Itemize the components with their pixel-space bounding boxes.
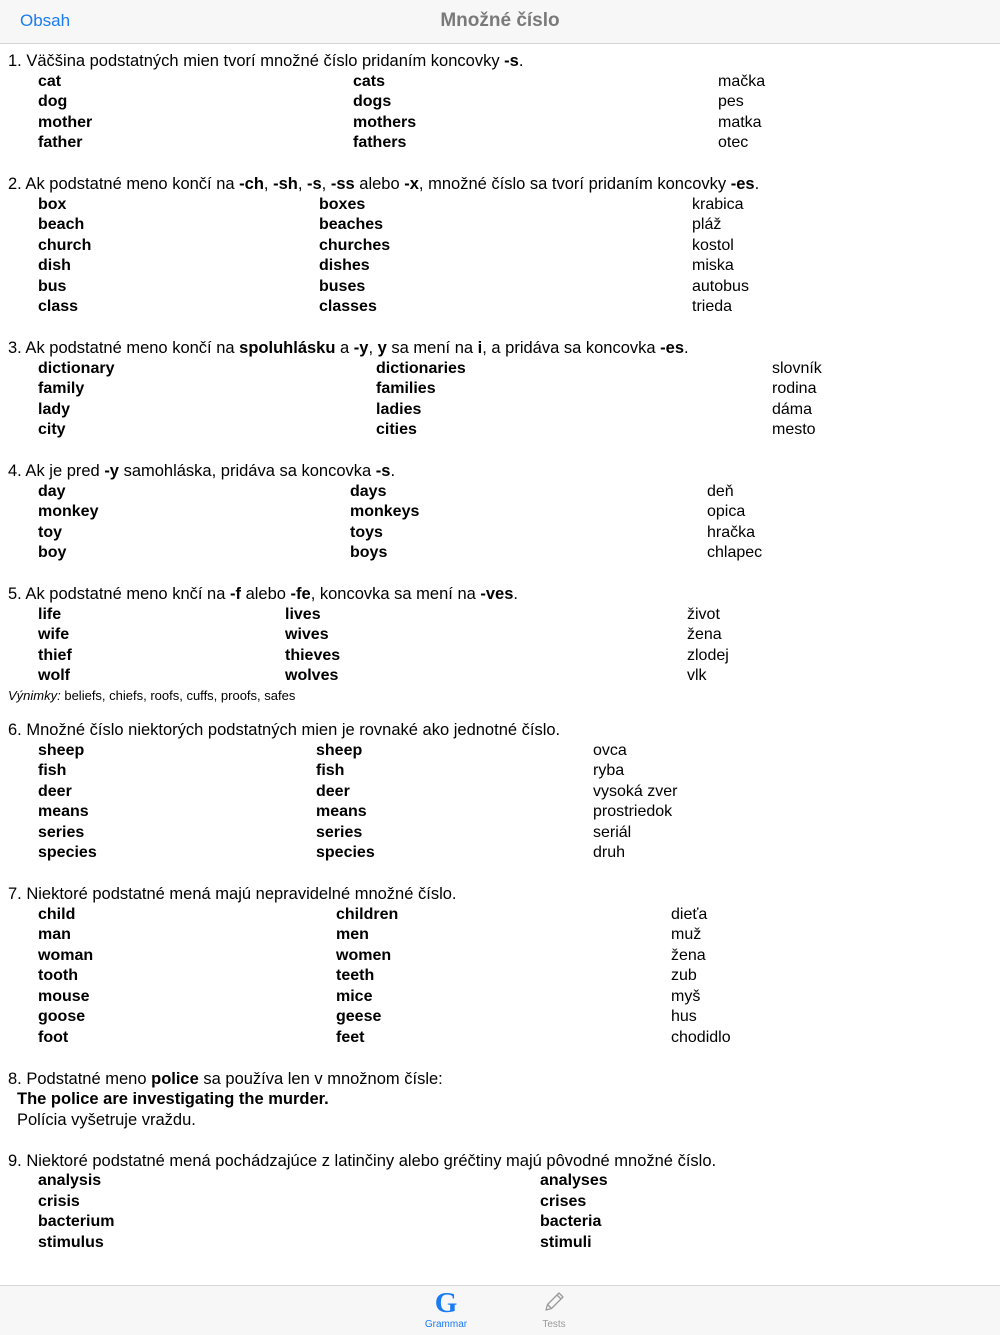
word-row	[0, 379, 1000, 400]
word-row	[0, 946, 1000, 967]
translation: pes	[718, 93, 744, 110]
singular-word: toy	[38, 523, 62, 541]
plural-word: days	[350, 482, 387, 500]
plural-word: fathers	[353, 134, 407, 151]
translation: mačka	[718, 72, 766, 90]
plural-word: wives	[285, 626, 329, 643]
plural-word: stimuli	[540, 1233, 592, 1251]
section-7	[0, 884, 1000, 1048]
heading-bold-part: -f	[229, 585, 241, 603]
translation: žena	[671, 946, 706, 964]
heading-text-part: sa mení na	[386, 339, 478, 357]
section-6	[0, 720, 1000, 864]
word-row	[0, 741, 1000, 762]
heading-text-part: , množné číslo sa tvorí pridaním koncovky	[418, 175, 731, 193]
word-row	[0, 1212, 1000, 1233]
word-row	[0, 761, 1000, 782]
translation: ovca	[593, 741, 627, 759]
plural-word: boys	[350, 544, 388, 561]
translation: život	[687, 605, 720, 623]
section-heading	[0, 1069, 1000, 1090]
translation: druh	[593, 844, 626, 861]
heading-text-part: .	[390, 462, 396, 480]
plural-word: cities	[376, 421, 417, 438]
singular-word: cat	[38, 72, 62, 90]
section-heading	[0, 720, 1000, 741]
section-heading	[0, 884, 1000, 905]
word-row	[0, 297, 1000, 318]
word-row	[0, 1192, 1000, 1213]
word-row	[0, 92, 1000, 113]
word-row	[0, 543, 1000, 564]
singular-word: stimulus	[38, 1233, 104, 1251]
singular-word: father	[38, 134, 83, 151]
section-heading	[0, 174, 1000, 195]
plural-word: families	[376, 380, 436, 397]
word-row	[0, 195, 1000, 216]
singular-word: dog	[38, 93, 68, 110]
heading-text-part: .	[513, 585, 519, 603]
plural-word: children	[336, 905, 399, 923]
singular-word: bacterium	[38, 1213, 115, 1230]
tab-bar	[0, 1285, 1000, 1335]
singular-word: tooth	[38, 967, 78, 984]
singular-word: dish	[38, 257, 71, 274]
translation: otec	[718, 134, 749, 151]
heading-text-part: sa používa len v množnom čísle:	[198, 1069, 443, 1088]
word-row	[0, 966, 1000, 987]
singular-word: monkey	[38, 503, 99, 520]
translation: krabica	[692, 195, 744, 213]
word-row	[0, 1171, 1000, 1192]
singular-word: beach	[38, 216, 85, 233]
singular-word: crisis	[38, 1192, 80, 1210]
heading-bold-part: -ss	[330, 175, 355, 193]
heading-bold-part: -ch	[239, 175, 264, 193]
plural-word: series	[316, 823, 363, 841]
singular-word: sheep	[38, 741, 85, 759]
translation: zub	[671, 967, 697, 984]
section-9	[0, 1151, 1000, 1254]
back-button-obsah[interactable]: Obsah	[20, 11, 71, 30]
heading-text-part: 7. Niektoré podstatné mená majú nepravidelné množné číslo.	[8, 885, 457, 903]
translation: mesto	[772, 421, 816, 438]
plural-word: monkeys	[350, 503, 420, 520]
heading-text-part: ,	[263, 175, 274, 193]
plural-word: lives	[285, 605, 321, 623]
heading-bold-part: -s	[307, 175, 322, 193]
section-heading	[0, 51, 1000, 72]
heading-text-part: , a pridáva sa koncovka	[482, 339, 661, 357]
singular-word: life	[38, 605, 62, 623]
plural-word: churches	[319, 236, 391, 254]
singular-word: fish	[38, 762, 67, 779]
section-8	[0, 1069, 1000, 1131]
plural-word: men	[336, 926, 369, 943]
heading-text-part: , koncovka sa mení na	[310, 585, 481, 603]
heading-text-part: alebo	[354, 175, 405, 193]
singular-word: day	[38, 482, 66, 500]
plural-word: buses	[319, 277, 366, 295]
word-row	[0, 605, 1000, 626]
singular-word: analysis	[38, 1172, 102, 1189]
translation: muž	[671, 926, 702, 943]
heading-bold-part: -fe	[290, 585, 311, 603]
word-row	[0, 277, 1000, 298]
translation: vysoká zver	[593, 782, 678, 800]
translation: hus	[671, 1008, 697, 1025]
heading-text-part: ,	[321, 175, 331, 193]
singular-word: wolf	[38, 667, 70, 684]
word-row	[0, 925, 1000, 946]
section-3	[0, 338, 1000, 441]
word-row	[0, 843, 1000, 864]
translation: trieda	[692, 298, 733, 315]
singular-word: deer	[38, 782, 72, 800]
plural-word: classes	[319, 298, 377, 315]
plural-word: analyses	[540, 1172, 608, 1189]
heading-text-part: samohláska, pridáva sa koncovka	[118, 462, 376, 480]
singular-word: thief	[38, 646, 72, 664]
plural-word: mice	[336, 987, 373, 1005]
word-row	[0, 987, 1000, 1008]
section-5	[0, 584, 1000, 704]
word-row	[0, 72, 1000, 93]
heading-bold-part: police	[151, 1069, 199, 1088]
heading-bold-part: -x	[404, 175, 419, 193]
page-title: Množné číslo	[440, 10, 560, 31]
heading-text-part: 3. Ak podstatné meno končí na	[8, 339, 240, 357]
translation: deň	[707, 482, 734, 500]
section-1	[0, 51, 1000, 154]
translation: prostriedok	[593, 803, 673, 820]
translation: seriál	[593, 823, 632, 841]
translation: kostol	[692, 236, 734, 254]
heading-text-part: 4. Ak je pred	[8, 462, 105, 480]
singular-word: wife	[38, 626, 70, 643]
singular-word: class	[38, 298, 79, 315]
translation: ryba	[593, 762, 625, 779]
translation: slovník	[772, 359, 822, 377]
plural-word: mothers	[353, 113, 417, 131]
plural-word: feet	[336, 1028, 365, 1046]
example-translation: Polícia vyšetruje vraždu.	[17, 1110, 196, 1129]
plural-word: dishes	[319, 257, 370, 274]
heading-text-part: ,	[297, 175, 307, 193]
translation: matka	[718, 113, 762, 131]
translation: pláž	[692, 216, 722, 233]
word-row	[0, 823, 1000, 844]
translation: autobus	[692, 277, 749, 295]
plural-word: fish	[316, 762, 345, 779]
plural-word: boxes	[319, 195, 366, 213]
grammar-g-icon: G	[434, 1287, 458, 1319]
singular-word: boy	[38, 544, 67, 561]
heading-bold-part: y	[377, 339, 387, 357]
translation: dieťa	[671, 905, 708, 923]
word-row	[0, 420, 1000, 441]
heading-text-part: .	[754, 175, 760, 193]
word-row	[0, 646, 1000, 667]
word-row	[0, 802, 1000, 823]
grammar-content	[0, 51, 1000, 1274]
heading-bold-part: -y	[353, 339, 369, 357]
singular-word: mother	[38, 113, 93, 131]
example-english: The police are investigating the murder.	[17, 1090, 329, 1108]
singular-word: mouse	[38, 987, 90, 1005]
translation: zlodej	[687, 646, 729, 664]
pencil-icon	[542, 1290, 566, 1314]
word-row	[0, 359, 1000, 380]
heading-text-part: .	[518, 52, 524, 70]
translation: dáma	[772, 400, 813, 418]
heading-bold-part: -y	[104, 462, 119, 480]
section-heading	[0, 1151, 1000, 1172]
exceptions-label: Výnimky:	[8, 687, 61, 703]
singular-word: goose	[38, 1008, 86, 1025]
word-row	[0, 905, 1000, 926]
section-4	[0, 461, 1000, 564]
heading-text-part: ,	[368, 339, 378, 357]
exceptions-list: beliefs, chiefs, roofs, cuffs, proofs, safes	[60, 687, 296, 703]
heading-text-part: alebo	[240, 585, 291, 603]
heading-text-part: 6. Množné číslo niektorých podstatných mien je rovnaké ako jednotné číslo.	[8, 721, 561, 739]
tab-tests-label: Tests	[542, 1319, 566, 1330]
plural-word: dictionaries	[376, 359, 466, 377]
plural-word: teeth	[336, 967, 375, 984]
singular-word: species	[38, 844, 97, 861]
section-heading	[0, 584, 1000, 605]
translation: vlk	[687, 667, 707, 684]
translation: chlapec	[707, 544, 763, 561]
singular-word: foot	[38, 1028, 69, 1046]
heading-text-part: a	[335, 339, 354, 357]
heading-text-part: 8. Podstatné meno	[8, 1069, 152, 1088]
plural-word: beaches	[319, 216, 384, 233]
word-row	[0, 236, 1000, 257]
plural-word: means	[316, 803, 367, 820]
heading-bold-part: i	[477, 339, 483, 357]
plural-word: ladies	[376, 400, 422, 418]
section-2	[0, 174, 1000, 318]
word-row	[0, 1007, 1000, 1028]
heading-bold-part: -s	[504, 52, 519, 70]
heading-bold-part: -sh	[273, 175, 298, 193]
word-row	[0, 256, 1000, 277]
translation: opica	[707, 503, 746, 520]
tab-grammar[interactable]	[406, 1286, 486, 1335]
heading-bold-part: -es	[660, 339, 685, 357]
heading-text-part: 1. Väčšina podstatných mien tvorí množné číslo pridaním koncovky	[8, 52, 505, 70]
plural-word: wolves	[285, 667, 339, 684]
translation: rodina	[772, 380, 817, 397]
plural-word: sheep	[316, 741, 363, 759]
tab-grammar-label: Grammar	[424, 1319, 468, 1330]
singular-word: church	[38, 236, 92, 254]
heading-bold-part: -es	[730, 175, 755, 193]
heading-text-part: .	[684, 339, 689, 357]
translation: žena	[687, 626, 722, 643]
heading-bold-part: -ves	[480, 585, 514, 603]
word-row	[0, 1028, 1000, 1049]
plural-word: deer	[316, 782, 350, 800]
word-row	[0, 666, 1000, 687]
exceptions-note	[0, 688, 1000, 704]
navigation-bar	[0, 0, 1000, 44]
word-row	[0, 113, 1000, 134]
heading-text-part: 5. Ak podstatné meno knčí na	[8, 585, 230, 603]
word-row	[0, 782, 1000, 803]
translation: hračka	[707, 523, 756, 541]
singular-word: woman	[38, 946, 94, 964]
word-row	[0, 502, 1000, 523]
singular-word: box	[38, 195, 67, 213]
singular-word: family	[38, 380, 85, 397]
plural-word: thieves	[285, 646, 341, 664]
section-heading	[0, 338, 1000, 359]
plural-word: dogs	[353, 93, 392, 110]
plural-word: species	[316, 844, 375, 861]
section-heading	[0, 461, 1000, 482]
heading-bold-part: -s	[375, 462, 391, 480]
singular-word: means	[38, 803, 89, 820]
singular-word: bus	[38, 277, 67, 295]
singular-word: dictionary	[38, 359, 115, 377]
heading-bold-part: spoluhlásku	[239, 339, 336, 357]
plural-word: cats	[353, 72, 386, 90]
translation: chodidlo	[671, 1028, 731, 1046]
plural-word: geese	[336, 1008, 382, 1025]
singular-word: series	[38, 823, 85, 841]
translation: myš	[671, 987, 701, 1005]
tab-tests[interactable]	[514, 1286, 594, 1335]
word-row	[0, 482, 1000, 503]
singular-word: lady	[38, 400, 71, 418]
singular-word: man	[38, 926, 71, 943]
heading-text-part: 2. Ak podstatné meno končí na	[8, 175, 240, 193]
plural-word: crises	[540, 1192, 587, 1210]
word-row	[0, 1233, 1000, 1254]
plural-word: women	[336, 946, 392, 964]
word-row	[0, 133, 1000, 154]
singular-word: child	[38, 905, 76, 923]
heading-text-part: 9. Niektoré podstatné mená pochádzajúce z latinčiny alebo gréčtiny majú pôvodné množné číslo.	[8, 1151, 717, 1170]
word-row	[0, 625, 1000, 646]
plural-word: toys	[350, 523, 383, 541]
word-row	[0, 400, 1000, 421]
word-row	[0, 215, 1000, 236]
word-row	[0, 523, 1000, 544]
translation: miska	[692, 257, 734, 274]
plural-word: bacteria	[540, 1213, 602, 1230]
singular-word: city	[38, 421, 66, 438]
